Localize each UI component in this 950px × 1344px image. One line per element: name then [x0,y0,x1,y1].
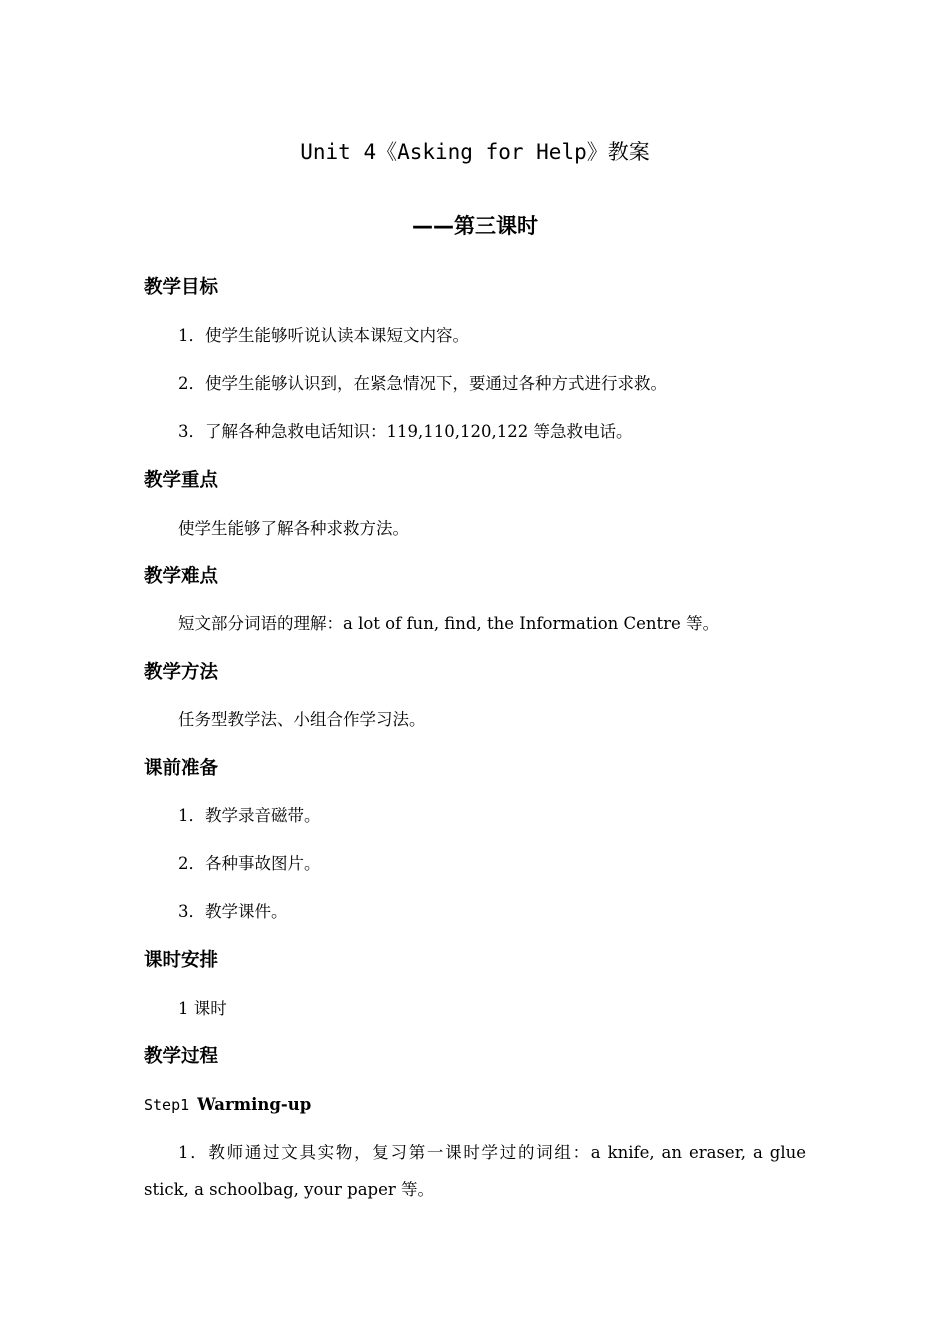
schedule-text: 1 课时 [178,999,227,1018]
preparation-item-2: 2．各种事故图片。 [178,854,321,873]
document-title: Unit 4《Asking for Help》教案 [300,140,650,164]
step-title: Warming-up [197,1095,312,1114]
objective-item-3: 3．了解各种急救电话知识：119,110,120,122 等急救电话。 [178,422,633,441]
preparation-item-3: 3．教学课件。 [178,902,288,921]
heading-process: 教学过程 [144,1046,219,1067]
step-heading [144,1094,311,1116]
methods-text: 任务型教学法、小组合作学习法。 [178,710,426,729]
heading-objectives: 教学目标 [144,277,219,298]
key-points-text: 使学生能够了解各种求救方法。 [178,519,409,538]
heading-preparation: 课前准备 [144,758,219,779]
heading-key-points: 教学重点 [144,470,219,491]
heading-methods: 教学方法 [144,662,219,683]
heading-schedule: 课时安排 [144,950,219,971]
preparation-item-1: 1．教学录音磁带。 [178,806,321,825]
objective-item-2: 2．使学生能够认识到，在紧急情况下，要通过各种方式进行求救。 [178,374,667,393]
document-subtitle: ——第三课时 [412,214,538,238]
step-paragraph: 1．教师通过文具实物，复习第一课时学过的词组：a knife, an eraser, a glue stick, a schoolbag, your paper 等。 [144,1143,806,1199]
difficulties-text: 短文部分词语的理解：a lot of fun, find, the Information Centre 等。 [178,614,720,633]
step-label: Step1 [144,1096,190,1114]
heading-difficulties: 教学难点 [144,566,219,587]
objective-item-1: 1．使学生能够听说认读本课短文内容。 [178,326,469,345]
